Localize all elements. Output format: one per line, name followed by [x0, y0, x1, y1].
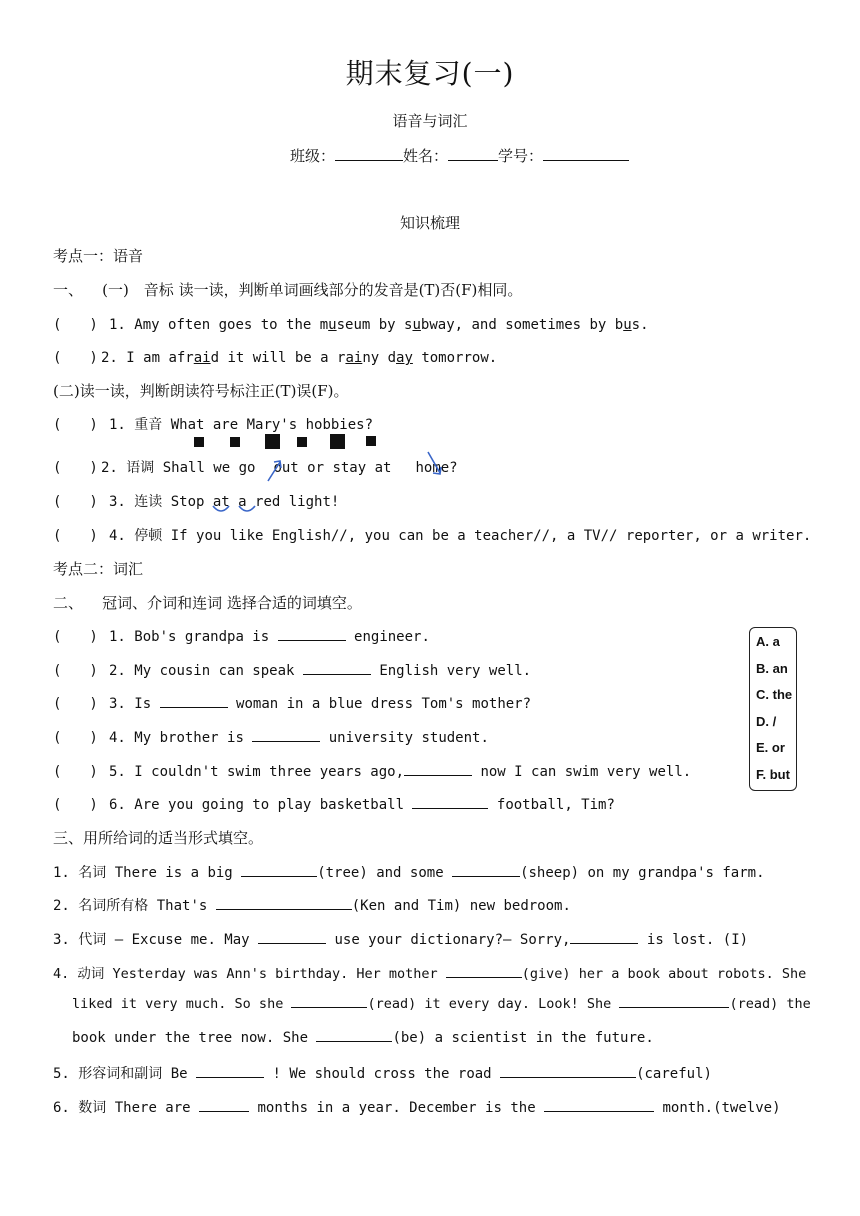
- question-text: What are Mary's hobbies?: [170, 417, 374, 433]
- part1-heading-num: 一、: [53, 281, 84, 299]
- option-item: A. a: [756, 634, 780, 649]
- vocab-question: [53, 693, 531, 713]
- question-num: 6.: [53, 1100, 70, 1116]
- form-q4-line3: [72, 1030, 654, 1046]
- linking-curve-icon: [239, 506, 255, 511]
- answer-paren[interactable]: ( ): [53, 764, 98, 780]
- question-num: 4.: [53, 966, 70, 982]
- question-num: 1.: [109, 417, 126, 433]
- underlined-letters: ai: [193, 350, 211, 366]
- fill-blank[interactable]: [452, 875, 520, 877]
- fill-blank[interactable]: [570, 942, 638, 944]
- text-segment: Are you going to play basketball: [134, 797, 405, 813]
- text-segment: Bob's grandpa is: [134, 629, 270, 645]
- text-segment: (sheep) on my grandpa's farm.: [520, 865, 765, 881]
- question-num: 1.: [109, 629, 126, 645]
- question-num: 3.: [109, 494, 126, 510]
- text-segment: s.: [631, 317, 649, 333]
- fill-blank[interactable]: [216, 908, 352, 910]
- answer-paren[interactable]: ( ): [53, 494, 98, 510]
- text-segment: seum by s: [336, 317, 413, 333]
- text-segment: liked it very much. So she: [72, 996, 284, 1012]
- question-num: 2.: [109, 663, 126, 679]
- question-label: 名词所有格: [78, 898, 149, 914]
- text-segment: Is: [134, 696, 152, 712]
- form-q6: [53, 1097, 781, 1117]
- fill-blank[interactable]: [258, 942, 326, 944]
- form-q4-line1: [53, 962, 806, 982]
- answer-paren[interactable]: ( ): [53, 730, 98, 746]
- text-segment: home?: [415, 460, 458, 476]
- text-segment: — Excuse me. May: [114, 932, 250, 948]
- text-segment: (read) the: [729, 996, 811, 1012]
- text-segment: I couldn't swim three years ago,: [134, 764, 405, 780]
- vocab-question: [53, 794, 615, 814]
- rising-arrow-icon: [268, 461, 281, 481]
- text-segment: d it will be a r: [210, 350, 346, 366]
- text-segment: English very well.: [379, 663, 532, 679]
- answer-paren[interactable]: ( ): [53, 417, 98, 433]
- text-segment: (Ken and Tim) new bedroom.: [351, 898, 571, 914]
- text-segment: is lost. (I): [646, 932, 749, 948]
- question-num: 1.: [109, 317, 126, 333]
- fill-blank[interactable]: [291, 1006, 367, 1008]
- question-label: 连读: [134, 494, 163, 510]
- id-label: 学号：: [498, 147, 544, 165]
- text-segment: use your dictionary?— Sorry,: [334, 932, 571, 948]
- underlined-letters: ai: [345, 350, 363, 366]
- text-segment: (read) it every day. Look! She: [367, 996, 612, 1012]
- question-label: 重音: [134, 417, 163, 433]
- text-segment: My brother is: [134, 730, 244, 746]
- fill-blank[interactable]: [160, 706, 228, 708]
- text-segment: My cousin can speak: [134, 663, 295, 679]
- underlined-letters: ay: [396, 350, 413, 366]
- answer-paren[interactable]: ( ): [53, 663, 98, 679]
- answer-paren[interactable]: ( ): [53, 460, 98, 476]
- underlined-letters: u: [328, 317, 337, 333]
- text-segment: ! We should cross the road: [272, 1066, 492, 1082]
- class-label: 班级：: [290, 147, 336, 165]
- question-label: 代词: [78, 932, 107, 948]
- point2-heading: 考点二：词汇: [53, 560, 144, 578]
- option-item: E. or: [756, 740, 785, 755]
- part1-heading-text: (一) 音标 读一读，判断单词画线部分的发音是(T)否(F)相同。: [102, 281, 523, 299]
- text-segment: There is a big: [114, 865, 233, 881]
- section-title: 知识梳理: [399, 214, 460, 232]
- linking-curve-icon: [213, 506, 229, 511]
- question-text: If you like English//, you can be a teacher//, a TV// reporter, or a writer.: [170, 528, 812, 544]
- text-segment: There are: [114, 1100, 191, 1116]
- name-label: 姓名：: [403, 147, 449, 165]
- question-num: 4.: [109, 528, 126, 544]
- question-num: 2.: [101, 460, 118, 476]
- text-segment: tomorrow.: [412, 350, 498, 366]
- text-segment: I am afr: [126, 350, 194, 366]
- question-text: Stop at a red light!: [170, 494, 340, 510]
- fill-blank[interactable]: [196, 1076, 264, 1078]
- underlined-letters: u: [623, 317, 632, 333]
- question-num: 1.: [53, 865, 70, 881]
- part2-heading-num: 二、: [53, 594, 84, 612]
- option-item: C. the: [756, 687, 793, 702]
- vocab-question: [53, 660, 531, 680]
- question-num: 5.: [109, 764, 126, 780]
- fill-blank[interactable]: [446, 976, 522, 978]
- text-segment: That's: [156, 898, 208, 914]
- fill-blank[interactable]: [252, 740, 320, 742]
- text-segment: bway, and sometimes by b: [420, 317, 624, 333]
- question-label: 数词: [78, 1100, 107, 1116]
- page-title: 期末复习(一): [345, 57, 515, 90]
- text-segment: now I can swim very well.: [480, 764, 692, 780]
- text-segment: Yesterday was Ann's birthday. Her mother: [112, 966, 438, 982]
- question-num: 3.: [109, 696, 126, 712]
- question-label: 形容词和副词: [78, 1066, 163, 1082]
- answer-paren[interactable]: ( ): [53, 629, 98, 645]
- text-segment: football, Tim?: [496, 797, 615, 813]
- vocab-question: [53, 761, 691, 781]
- text-segment: Amy often goes to the m: [134, 317, 329, 333]
- question-num: 4.: [109, 730, 126, 746]
- answer-paren[interactable]: ( ): [53, 797, 98, 813]
- text-segment: university student.: [328, 730, 489, 746]
- text-segment: Shall we go: [162, 460, 256, 476]
- question-num: 3.: [53, 932, 70, 948]
- fill-blank[interactable]: [278, 639, 346, 641]
- option-item: B. an: [756, 661, 788, 676]
- form-q1: [53, 862, 765, 882]
- part2-vocab-heading: [53, 592, 362, 613]
- answer-paren[interactable]: ( ): [53, 528, 98, 544]
- fill-blank[interactable]: [199, 1110, 249, 1112]
- fill-blank[interactable]: [619, 1006, 729, 1008]
- text-segment: woman in a blue dress Tom's mother?: [236, 696, 532, 712]
- text-segment: ny d: [362, 350, 397, 366]
- form-q5: [53, 1063, 712, 1083]
- option-item: F. but: [756, 767, 790, 782]
- options-box: [749, 627, 797, 791]
- question-label: 名词: [78, 865, 107, 881]
- question-num: 6.: [109, 797, 126, 813]
- fill-blank[interactable]: [316, 1040, 392, 1042]
- question-num: 2.: [101, 350, 118, 366]
- answer-paren[interactable]: ( ): [53, 317, 98, 333]
- answer-paren[interactable]: ( ): [53, 696, 98, 712]
- underlined-letters: u: [412, 317, 421, 333]
- option-item: D. /: [756, 714, 777, 729]
- question-num: 5.: [53, 1066, 70, 1082]
- question-label: 动词: [77, 966, 105, 982]
- vocab-question: [53, 727, 489, 747]
- form-q3: [53, 929, 748, 949]
- question-label: 停顿: [134, 528, 163, 544]
- answer-paren[interactable]: ( ): [53, 350, 98, 366]
- fill-blank[interactable]: [500, 1076, 636, 1078]
- fill-blank[interactable]: [412, 807, 488, 809]
- fill-blank[interactable]: [241, 875, 317, 877]
- part3-heading: 三、用所给词的适当形式填空。: [53, 829, 264, 847]
- text-segment: book under the tree now. She: [72, 1030, 309, 1046]
- text-segment: out or stay at: [273, 460, 392, 476]
- question-label: 语调: [126, 460, 155, 476]
- part2-heading: (二)读一读，判断朗读符号标注正(T)误(F)。: [53, 382, 349, 400]
- question-num: 2.: [53, 898, 70, 914]
- falling-arrow-icon: [428, 452, 441, 474]
- fill-blank[interactable]: [404, 774, 472, 776]
- form-q4-line2: [72, 996, 811, 1012]
- part2-heading-text: 冠词、介词和连词 选择合适的词填空。: [102, 594, 362, 612]
- text-segment: Be: [170, 1066, 188, 1082]
- text-segment: (tree) and some: [317, 865, 444, 881]
- point1-heading: 考点一：语音: [53, 247, 144, 265]
- form-q2: [53, 895, 571, 915]
- page-subtitle: 语音与词汇: [392, 112, 468, 130]
- vocab-question: [53, 626, 430, 646]
- text-segment: engineer.: [354, 629, 430, 645]
- text-segment: (be) a scientist in the future.: [392, 1030, 654, 1046]
- fill-blank[interactable]: [544, 1110, 654, 1112]
- fill-blank[interactable]: [303, 673, 371, 675]
- text-segment: month.(twelve): [662, 1100, 781, 1116]
- text-segment: (give) her a book about robots. She: [521, 966, 807, 982]
- text-segment: months in a year. December is the: [257, 1100, 536, 1116]
- text-segment: (careful): [636, 1066, 712, 1082]
